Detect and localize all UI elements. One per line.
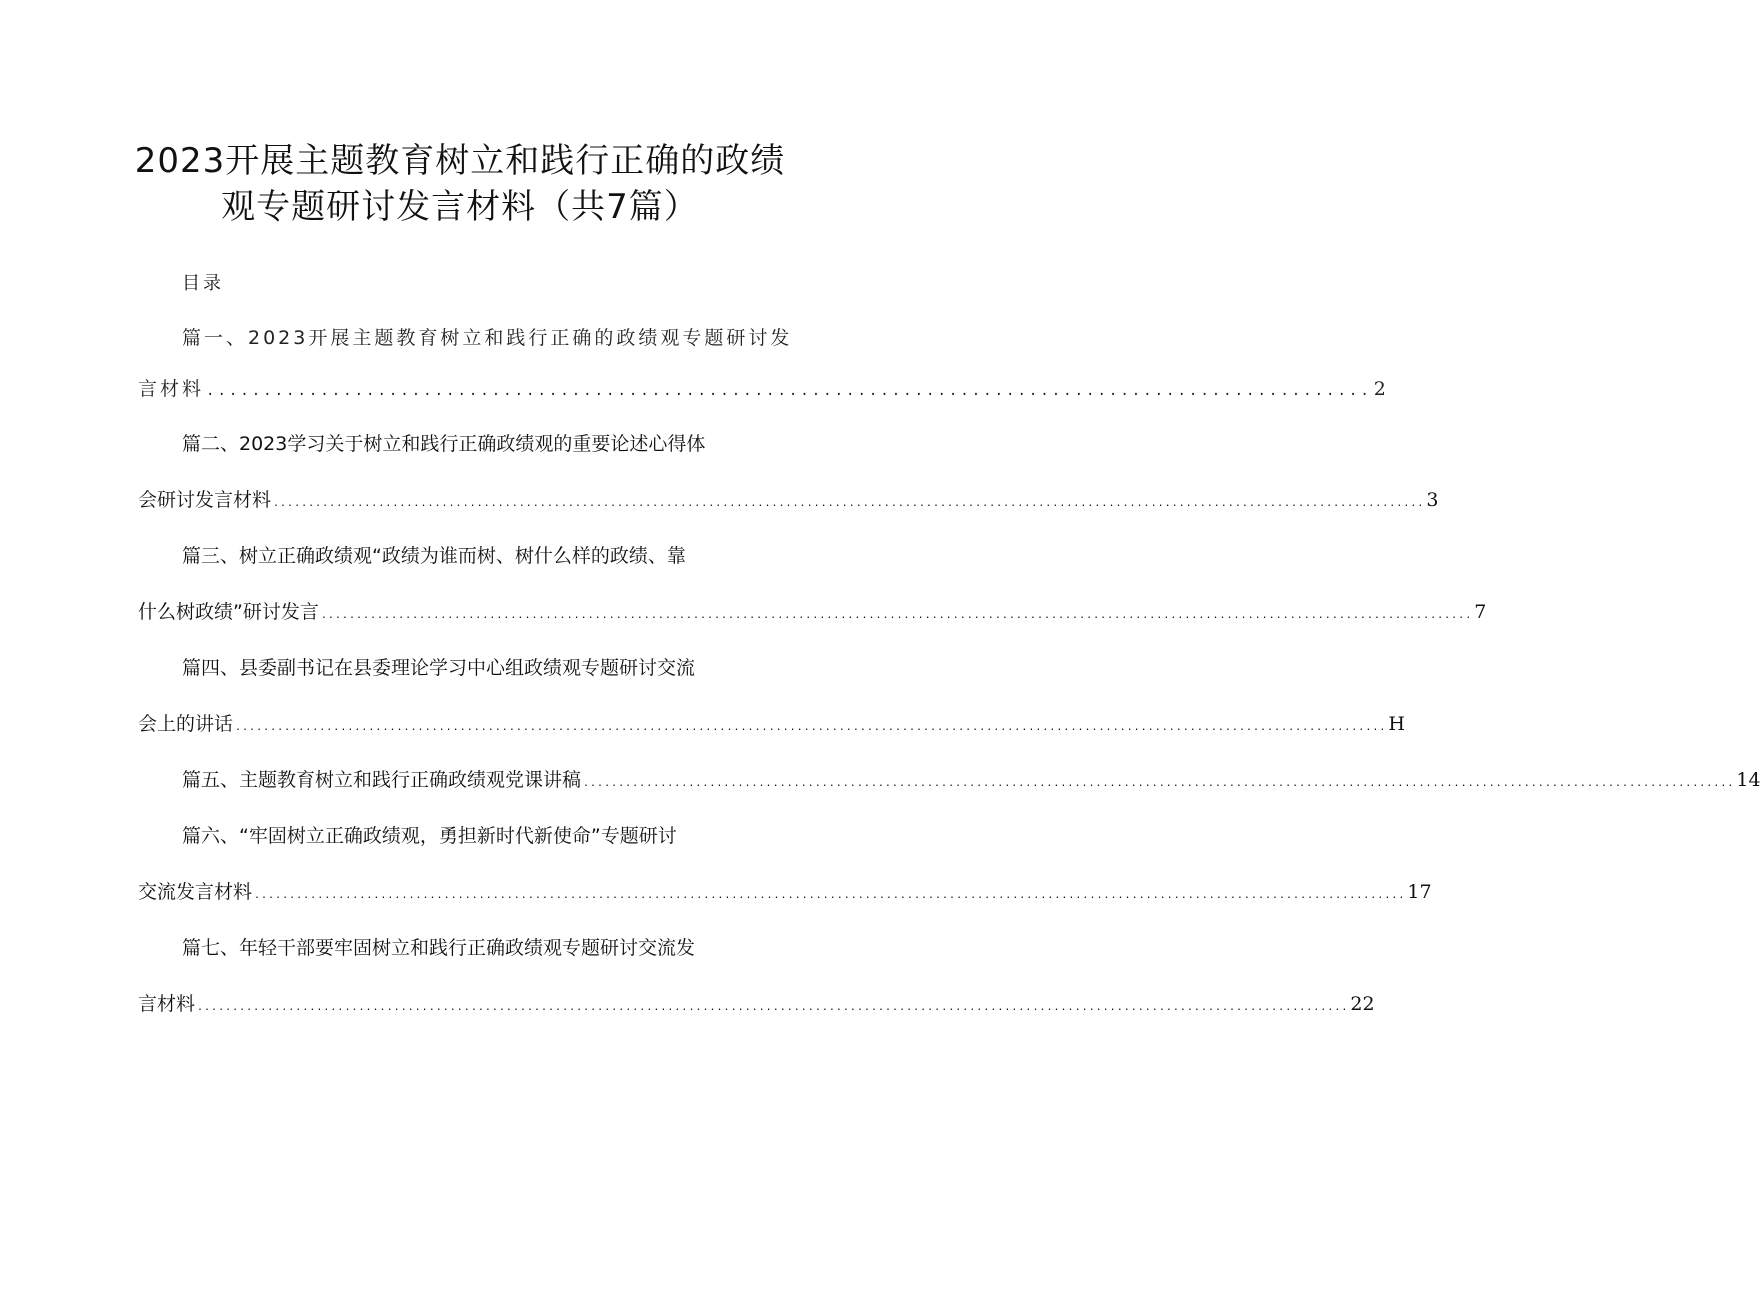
document-title-line-1: 2023开展主题教育树立和践行正确的政绩 xyxy=(134,141,786,181)
toc-leader-dots: ...................................................................................................... xyxy=(206,383,1372,399)
toc-entry-5-line-1[interactable] xyxy=(182,764,1761,800)
toc-entry-4-page: H xyxy=(1388,713,1405,735)
toc-entry-3-line-2[interactable] xyxy=(138,596,1487,632)
toc-entry-3-line-1[interactable] xyxy=(182,540,742,572)
toc-heading: 目录 xyxy=(182,273,224,294)
toc-entry-7-text: 篇七、年轻干部要牢固树立和践行正确政绩观专题研讨交流发 xyxy=(182,937,696,959)
toc-leader-dots: .................................................................................................................................................................... xyxy=(273,498,1425,509)
toc-leader-dots: .................................................................................................................................................................... xyxy=(254,890,1406,901)
toc-entry-5-page: 14 xyxy=(1736,769,1761,791)
toc-entry-4-text: 篇四、县委副书记在县委理论学习中心组政绩观专题研讨交流 xyxy=(182,657,696,679)
toc-leader-dots: .................................................................................................................................................................... xyxy=(320,610,1473,621)
toc-entry-6-line-2[interactable] xyxy=(138,876,1432,912)
toc-leader-dots: .................................................................................................................................................................... xyxy=(197,1002,1349,1013)
toc-entry-7-text-cont: 言材料 xyxy=(138,993,196,1015)
toc-entry-3-page: 7 xyxy=(1474,601,1487,623)
toc-entry-7-line-1[interactable] xyxy=(182,932,742,964)
toc-entry-6-line-1[interactable] xyxy=(182,820,742,852)
toc-entry-2-line-2[interactable] xyxy=(138,484,1439,520)
toc-entry-2-text: 篇二、2023学习关于树立和践行正确政绩观的重要论述心得体 xyxy=(182,433,706,455)
toc-entry-6-page: 17 xyxy=(1407,881,1432,903)
toc-entry-4-line-2[interactable] xyxy=(138,708,1405,744)
document-title-line-2: 观专题研讨发言材料（共7篇） xyxy=(221,187,699,227)
toc-entry-1-text-cont: 言材料 xyxy=(138,378,205,400)
toc-entry-7-page: 22 xyxy=(1350,993,1375,1015)
toc-entry-2-text-cont: 会研讨发言材料 xyxy=(138,489,272,511)
toc-entry-2-page: 3 xyxy=(1426,489,1439,511)
toc-entry-5-text: 篇五、主题教育树立和践行正确政绩观党课讲稿 xyxy=(182,769,582,791)
toc-entry-6-text: 篇六、“牢固树立正确政绩观，勇担新时代新使命”专题研讨 xyxy=(182,825,677,847)
toc-entry-1-page: 2 xyxy=(1373,378,1389,400)
toc-entry-3-text: 篇三、树立正确政绩观“政绩为谁而树、树什么样的政绩、靠 xyxy=(182,545,686,567)
toc-entry-4-line-1[interactable] xyxy=(182,652,742,684)
toc-entry-1-line-2[interactable] xyxy=(138,373,1389,407)
toc-entry-1-text: 篇一、2023开展主题教育树立和践行正确的政绩观专题研讨发 xyxy=(182,327,793,349)
toc-leader-dots: .................................................................................................................................................................... xyxy=(235,722,1387,733)
toc-entry-2-line-1[interactable] xyxy=(182,428,742,460)
toc-entry-6-text-cont: 交流发言材料 xyxy=(138,881,253,903)
toc-entry-4-text-cont: 会上的讲话 xyxy=(138,713,234,735)
toc-entry-1-line-1[interactable] xyxy=(182,322,793,354)
toc-entry-3-text-cont: 什么树政绩”研讨发言 xyxy=(138,601,319,623)
toc-leader-dots: .................................................................................................................................................................... xyxy=(583,778,1735,789)
toc-entry-7-line-2[interactable] xyxy=(138,988,1375,1024)
